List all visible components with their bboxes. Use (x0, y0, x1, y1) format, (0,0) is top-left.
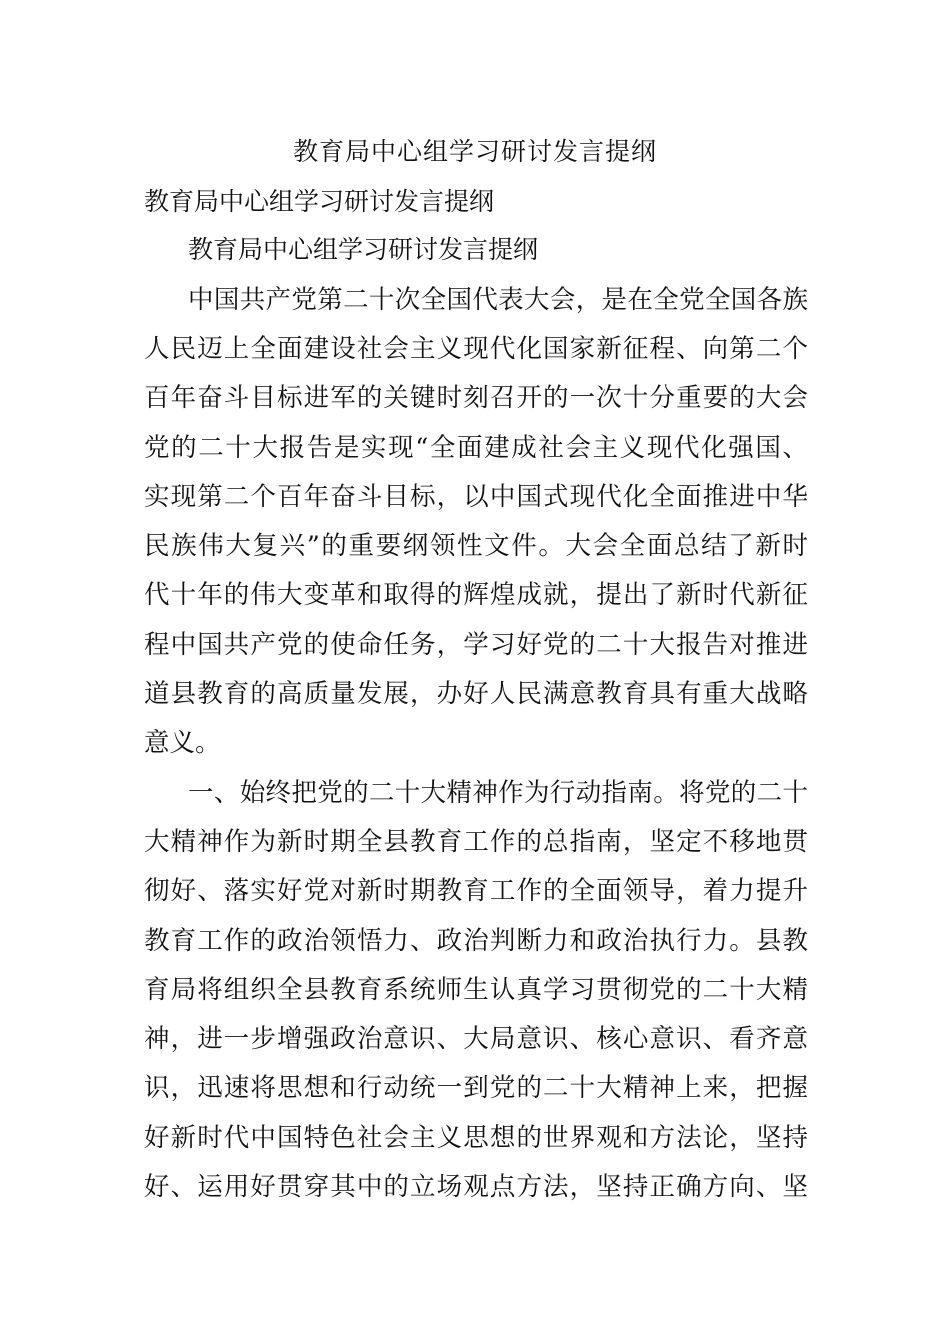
paragraph-line: 人民迈上全面建设社会主义现代化国家新征程、向第二个 (144, 334, 808, 364)
paragraph-line: 神，进一步增强政治意识、大局意识、核心意识、看齐意 (144, 1024, 808, 1054)
paragraph-line: 好新时代中国特色社会主义思想的世界观和方法论，坚持 (144, 1123, 808, 1153)
paragraph-line: 中国共产党第二十次全国代表大会，是在全党全国各族 (188, 285, 808, 315)
paragraph-line: 育局将组织全县教育系统师生认真学习贯彻党的二十大精 (144, 975, 808, 1005)
paragraph-line: 党的二十大报告是实现“全面建成社会主义现代化强国、 (144, 433, 808, 463)
paragraph-line: 实现第二个百年奋斗目标，以中国式现代化全面推进中华 (144, 482, 808, 512)
paragraph-line: 识，迅速将思想和行动统一到党的二十大精神上来，把握 (144, 1073, 808, 1103)
paragraph-line: 意义。 (144, 728, 221, 758)
paragraph-line: 一、始终把党的二十大精神作为行动指南。将党的二十 (188, 778, 808, 808)
paragraph-line: 好、运用好贯穿其中的立场观点方法，坚持正确方向、坚 (144, 1172, 808, 1202)
paragraph-line: 百年奋斗目标进军的关键时刻召开的一次十分重要的大会 (144, 383, 808, 413)
document-title: 教育局中心组学习研讨发言提纲 (292, 137, 657, 166)
paragraph-line: 教育工作的政治领悟力、政治判断力和政治执行力。县教 (144, 926, 808, 956)
document-subtitle: 教育局中心组学习研讨发言提纲 (144, 187, 495, 216)
paragraph-line: 彻好、落实好党对新时期教育工作的全面领导，着力提升 (144, 876, 808, 906)
document-subtitle-indented: 教育局中心组学习研讨发言提纲 (188, 235, 539, 264)
paragraph-line: 大精神作为新时期全县教育工作的总指南，坚定不移地贯 (144, 827, 808, 857)
paragraph-line: 道县教育的高质量发展，办好人民满意教育具有重大战略 (144, 679, 808, 709)
paragraph-line: 民族伟大复兴”的重要纲领性文件。大会全面总结了新时 (144, 531, 808, 561)
paragraph-line: 程中国共产党的使命任务，学习好党的二十大报告对推进 (144, 630, 808, 660)
paragraph-line: 代十年的伟大变革和取得的辉煌成就，提出了新时代新征 (144, 580, 808, 610)
